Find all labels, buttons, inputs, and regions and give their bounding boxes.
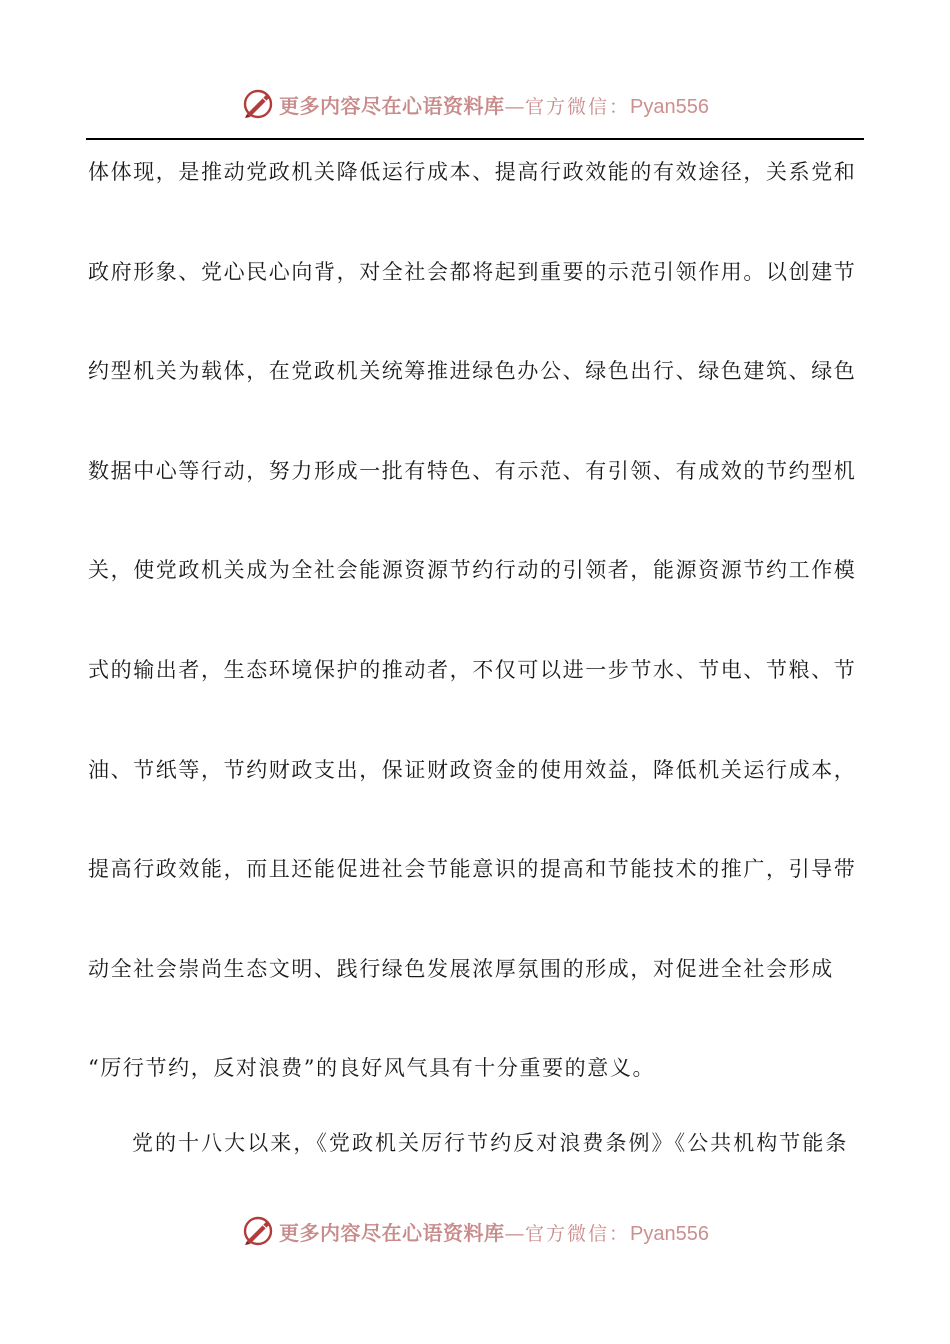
paragraph-last-line: “厉行节约，反对浪费”的良好风气具有十分重要的意义。 — [88, 1056, 656, 1081]
banner-text — [279, 1217, 709, 1246]
banner-main-text: 更多内容尽在心语资料库 — [279, 1220, 505, 1245]
banner-main-text: 更多内容尽在心语资料库 — [279, 93, 505, 118]
paragraph-line: 政府形象、党心民心向背，对全社会都将起到重要的示范引领作用。以创建节 — [88, 259, 857, 284]
header-divider — [86, 138, 864, 140]
header-banner — [0, 84, 950, 124]
banner-dash: — — [504, 1220, 525, 1245]
paragraph-line: 约型机关为载体，在党政机关统筹推进绿色办公、绿色出行、绿色建筑、绿色 — [88, 359, 857, 384]
banner-text — [279, 90, 709, 119]
paragraph-line: 油、节纸等，节约财政支出，保证财政资金的使用效益，降低机关运行成本， — [88, 757, 857, 782]
banner-wechat-id: Pyan556 — [630, 95, 709, 118]
paragraph-line: 体体现，是推动党政机关降低运行成本、提高行政效能的有效途径，关系党和 — [88, 160, 857, 184]
next-paragraph-line: 党的十八大以来，《党政机关厉行节约反对浪费条例》《公共机构节能条 — [132, 1131, 848, 1156]
paragraph-line: 数据中心等行动，努力形成一批有特色、有示范、有引领、有成效的节约型机 — [88, 458, 857, 483]
pen-logo-icon — [241, 87, 275, 121]
banner-wechat-id: Pyan556 — [630, 1222, 709, 1245]
banner-wechat-label: 官方微信： — [525, 1222, 631, 1245]
paragraph-line: 关，使党政机关成为全社会能源资源节约行动的引领者，能源资源节约工作模 — [88, 558, 857, 583]
pen-logo-icon — [241, 1214, 275, 1248]
banner-wechat-label: 官方微信： — [525, 95, 631, 118]
banner-dash: — — [504, 93, 525, 118]
paragraph-line: 动全社会崇尚生态文明、践行绿色发展浓厚氛围的形成，对促进全社会形成 — [88, 956, 834, 981]
footer-banner — [0, 1211, 950, 1251]
paragraph-line: 提高行政效能，而且还能促进社会节能意识的提高和节能技术的推广，引导带 — [88, 857, 857, 882]
paragraph-line: 式的输出者，生态环境保护的推动者，不仅可以进一步节水、节电、节粮、节 — [88, 657, 857, 682]
document-body — [88, 150, 857, 1221]
